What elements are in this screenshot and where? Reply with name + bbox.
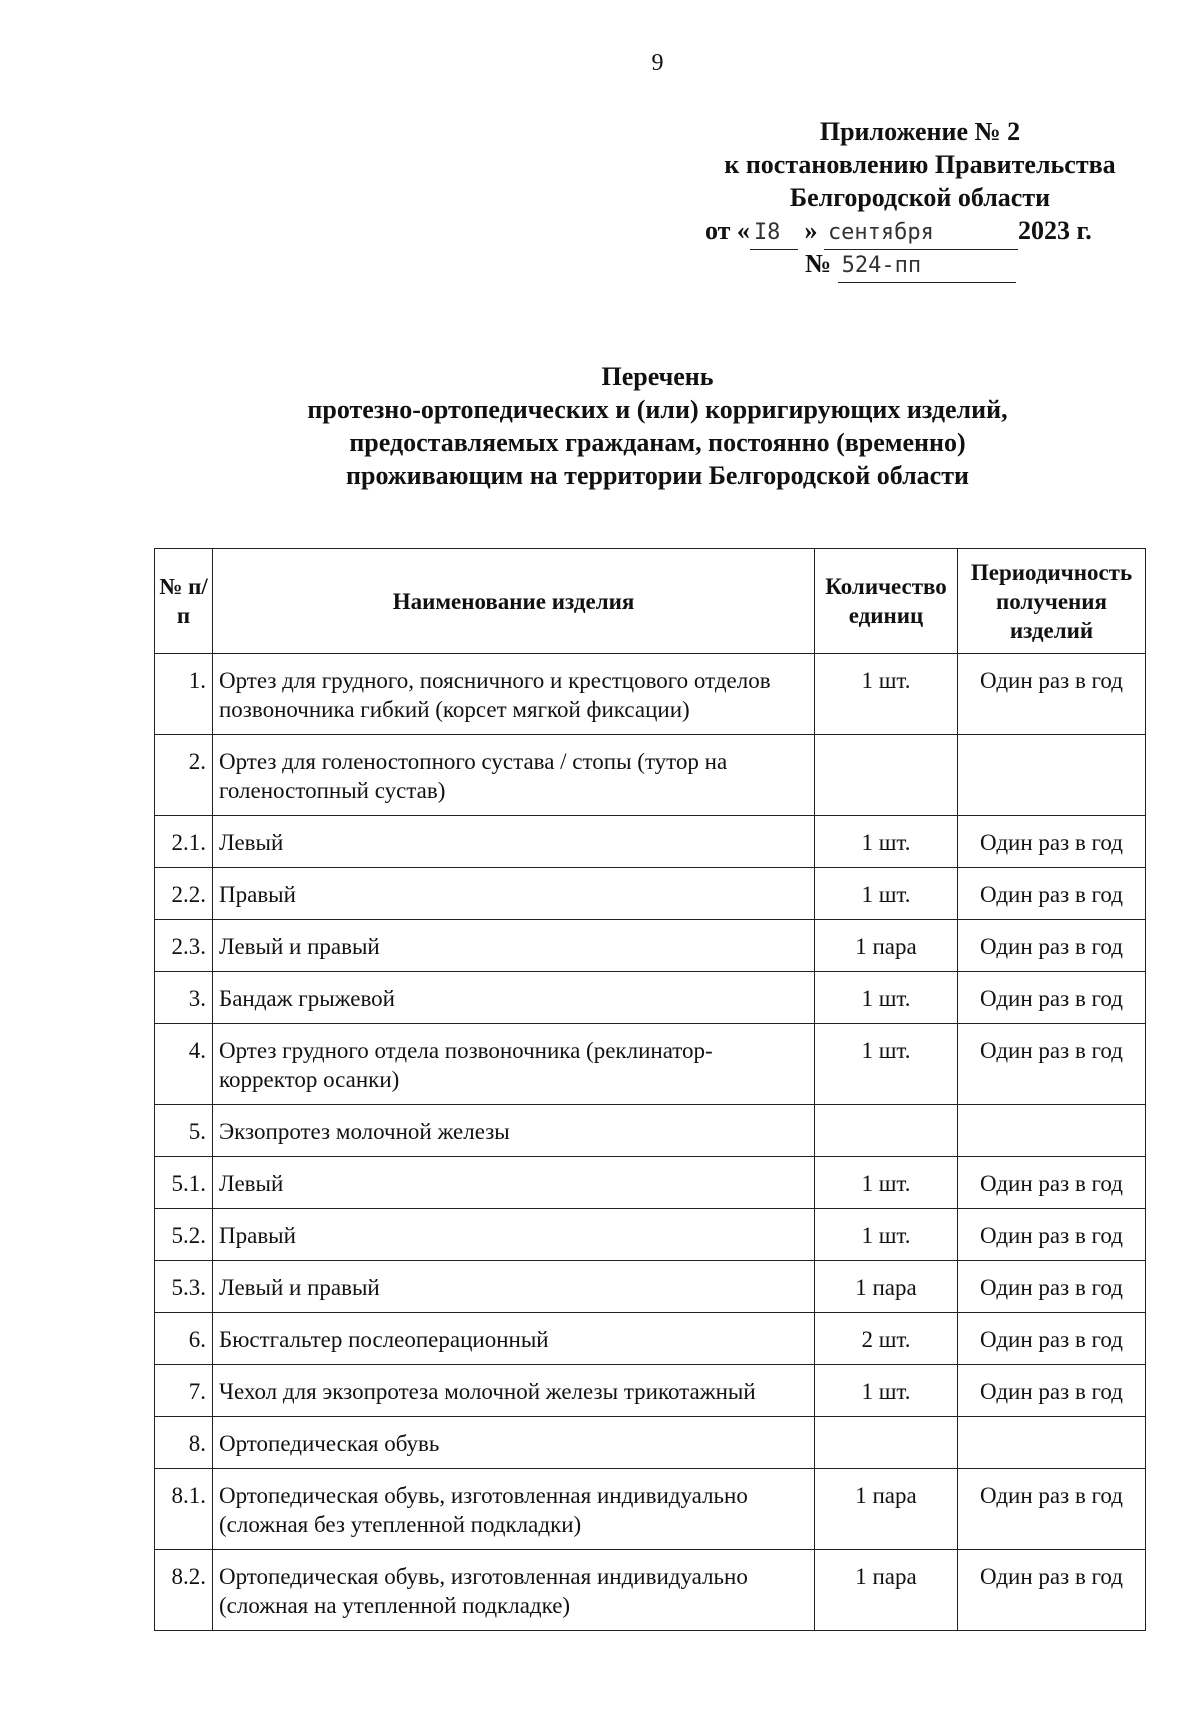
- table-row: [155, 1261, 1146, 1313]
- row-qty: 1 шт.: [815, 1157, 958, 1209]
- row-name: Левый и правый: [213, 920, 815, 972]
- table-header-row: [155, 549, 1146, 654]
- row-period: Один раз в год: [958, 920, 1146, 972]
- row-period: Один раз в год: [958, 654, 1146, 735]
- row-name: Ортез грудного отдела позвоночника (реклинатор-корректор осанки): [213, 1024, 815, 1105]
- header-qty: Количество единиц: [815, 549, 958, 654]
- row-name: Левый и правый: [213, 1261, 815, 1313]
- row-qty: 1 шт.: [815, 972, 958, 1024]
- table-row: [155, 1469, 1146, 1550]
- row-period: Один раз в год: [958, 816, 1146, 868]
- row-num: 8.: [155, 1417, 213, 1469]
- row-period: Один раз в год: [958, 1365, 1146, 1417]
- date-day: I8: [750, 216, 798, 250]
- row-qty: 1 пара: [815, 1261, 958, 1313]
- row-name: Левый: [213, 816, 815, 868]
- row-name: Ортопедическая обувь, изготовленная индивидуально (сложная без утепленной подкладки): [213, 1469, 815, 1550]
- row-period: Один раз в год: [958, 868, 1146, 920]
- row-qty: 1 пара: [815, 1469, 958, 1550]
- number-prefix: №: [805, 249, 832, 278]
- row-name: Экзопротез молочной железы: [213, 1105, 815, 1157]
- title-line-1: Перечень: [601, 362, 714, 391]
- row-period: [958, 1417, 1146, 1469]
- table-row: [155, 1417, 1146, 1469]
- row-name: Бандаж грыжевой: [213, 972, 815, 1024]
- title-line-3: предоставляемых гражданам, постоянно (временно): [349, 428, 966, 457]
- row-num: 8.2.: [155, 1550, 213, 1631]
- table-body: [155, 654, 1146, 1631]
- table-row: [155, 735, 1146, 816]
- row-num: 2.3.: [155, 920, 213, 972]
- row-qty: [815, 735, 958, 816]
- title-line-2: протезно-ортопедических и (или) корригирующих изделий,: [307, 395, 1008, 424]
- table-row: [155, 1365, 1146, 1417]
- table-row: [155, 920, 1146, 972]
- row-name: Ортопедическая обувь: [213, 1417, 815, 1469]
- table-row: [155, 972, 1146, 1024]
- row-qty: 1 шт.: [815, 1209, 958, 1261]
- row-name: Ортез для грудного, поясничного и крестцового отделов позвоночника гибкий (корсет мягкой фиксации): [213, 654, 815, 735]
- table-row: [155, 816, 1146, 868]
- table-row: [155, 1550, 1146, 1631]
- row-period: Один раз в год: [958, 1209, 1146, 1261]
- row-num: 7.: [155, 1365, 213, 1417]
- row-name: Правый: [213, 1209, 815, 1261]
- row-period: [958, 1105, 1146, 1157]
- header-period: Периодичность получения изделий: [958, 549, 1146, 654]
- date-prefix: от «: [705, 216, 750, 245]
- document-title: [0, 360, 1200, 492]
- table-row: [155, 1024, 1146, 1105]
- row-name: Правый: [213, 868, 815, 920]
- row-qty: 1 пара: [815, 920, 958, 972]
- appendix-resolution: к постановлению Правительства: [724, 150, 1116, 179]
- title-line-4: проживающим на территории Белгородской области: [346, 461, 969, 490]
- row-qty: [815, 1105, 958, 1157]
- row-num: 5.3.: [155, 1261, 213, 1313]
- date-mid: »: [804, 216, 818, 245]
- row-num: 4.: [155, 1024, 213, 1105]
- row-num: 8.1.: [155, 1469, 213, 1550]
- date-month: сентября: [824, 216, 1018, 250]
- row-name: Бюстгальтер послеоперационный: [213, 1313, 815, 1365]
- header-num: № п/п: [155, 549, 213, 654]
- table-row: [155, 868, 1146, 920]
- row-num: 3.: [155, 972, 213, 1024]
- row-num: 2.1.: [155, 816, 213, 868]
- row-period: [958, 735, 1146, 816]
- row-num: 5.2.: [155, 1209, 213, 1261]
- appendix-block: [690, 115, 1150, 278]
- row-qty: 1 шт.: [815, 1365, 958, 1417]
- row-num: 1.: [155, 654, 213, 735]
- row-qty: 1 шт.: [815, 868, 958, 920]
- row-num: 2.2.: [155, 868, 213, 920]
- row-qty: 2 шт.: [815, 1313, 958, 1365]
- row-period: Один раз в год: [958, 972, 1146, 1024]
- row-name: Левый: [213, 1157, 815, 1209]
- table-row: [155, 1157, 1146, 1209]
- products-table: [154, 548, 1146, 1631]
- appendix-title: Приложение № 2: [819, 117, 1021, 146]
- number-value: 524-пп: [838, 249, 1016, 283]
- row-num: 5.1.: [155, 1157, 213, 1209]
- row-period: Один раз в год: [958, 1157, 1146, 1209]
- page-number: 9: [651, 50, 664, 76]
- table-row: [155, 654, 1146, 735]
- row-num: 2.: [155, 735, 213, 816]
- row-period: Один раз в год: [958, 1313, 1146, 1365]
- header-name: Наименование изделия: [213, 549, 815, 654]
- row-num: 6.: [155, 1313, 213, 1365]
- row-name: Ортопедическая обувь, изготовленная индивидуально (сложная на утепленной подкладке): [213, 1550, 815, 1631]
- row-num: 5.: [155, 1105, 213, 1157]
- row-period: Один раз в год: [958, 1469, 1146, 1550]
- row-qty: 1 пара: [815, 1550, 958, 1631]
- table-row: [155, 1313, 1146, 1365]
- row-period: Один раз в год: [958, 1550, 1146, 1631]
- row-qty: [815, 1417, 958, 1469]
- row-name: Чехол для экзопротеза молочной железы трикотажный: [213, 1365, 815, 1417]
- appendix-date-line: [705, 214, 1165, 250]
- row-qty: 1 шт.: [815, 816, 958, 868]
- row-qty: 1 шт.: [815, 1024, 958, 1105]
- appendix-region: Белгородской области: [789, 183, 1051, 212]
- appendix-number-line: [805, 247, 1045, 283]
- date-year: 2023 г.: [1017, 216, 1092, 245]
- row-period: Один раз в год: [958, 1024, 1146, 1105]
- row-name: Ортез для голеностопного сустава / стопы (тутор на голеностопный сустав): [213, 735, 815, 816]
- row-qty: 1 шт.: [815, 654, 958, 735]
- row-period: Один раз в год: [958, 1261, 1146, 1313]
- table-row: [155, 1209, 1146, 1261]
- table-row: [155, 1105, 1146, 1157]
